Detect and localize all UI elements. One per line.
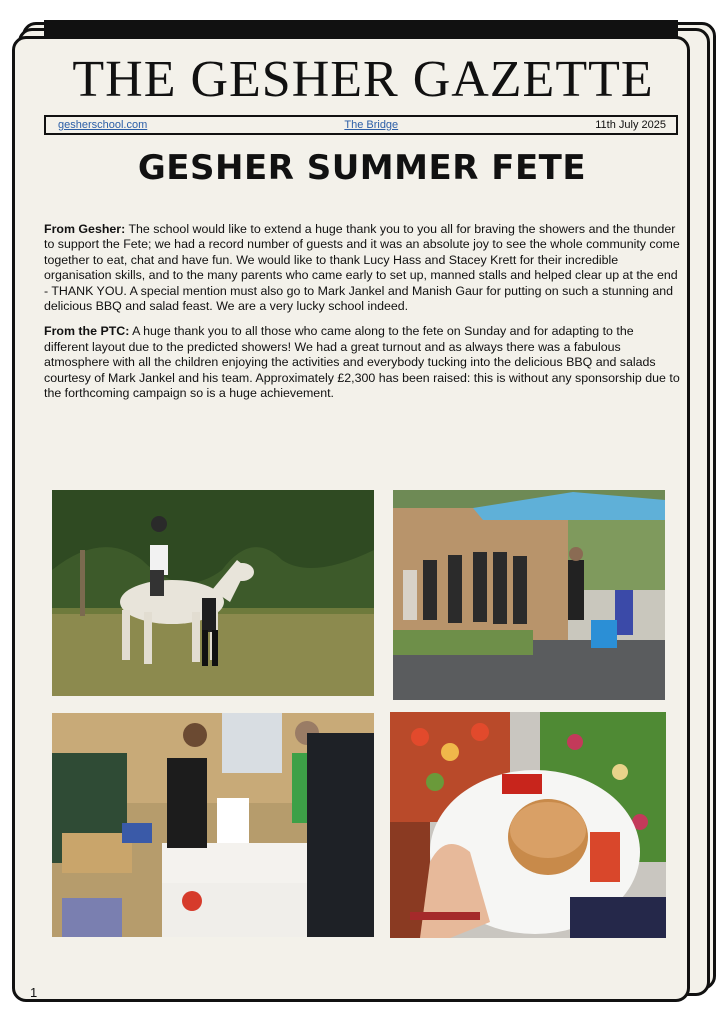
section-link[interactable]: The Bridge <box>344 119 399 131</box>
photo-pony-ride <box>52 490 374 696</box>
issue-date: 11th July 2025 <box>595 119 666 131</box>
article-headline: GESHER SUMMER FETE <box>137 148 587 188</box>
article-paragraph-gesher <box>44 222 680 314</box>
photo-playground-activities <box>393 490 665 700</box>
paragraph-text: A huge thank you to all those who came along to the fete on Sunday and for adapting to the different layout due to the predicted showers! We had a great turnout and as always there was a fabulous atmosphere with all the children enjoying the activities and everybody tucking into the delicious BBQ and salads courtesy of Mark Jankel and his team. Approximately £2,300 has been raised: this is without any sponsorship due to the forthcoming campaign so is a huge achievement. <box>44 324 680 401</box>
website-link[interactable]: gesherschool.com <box>58 119 148 131</box>
masthead-info-bar <box>44 115 678 135</box>
article-paragraph-ptc <box>44 324 680 401</box>
photo-bbq-burger <box>390 712 666 938</box>
masthead-title: THE GESHER GAZETTE <box>72 51 654 108</box>
page-number: 1 <box>30 985 38 1000</box>
article-body <box>44 222 680 411</box>
masthead-top-bar <box>44 20 678 38</box>
paragraph-lead: From the PTC: <box>44 324 130 339</box>
paragraph-lead: From Gesher: <box>44 222 126 236</box>
photo-craft-stall <box>52 713 374 937</box>
paragraph-text: The school would like to extend a huge thank you to you all for braving the showers and the thunder to support the Fete; we had a record number of guests and it was an absolute joy to see the whole community come together to eat, chat and have fun. We would like to thank Lucy Hass and Stacey Krett for their incredible organisation skills, and to the many parents who came early to set up, manned stalls and helped clear up at the end - THANK YOU. A special mention must also go to Mark Jankel and Manish Gaur for putting on such a stunning and delicious BBQ and salad feast. We are a very lucky school indeed. <box>44 222 680 314</box>
